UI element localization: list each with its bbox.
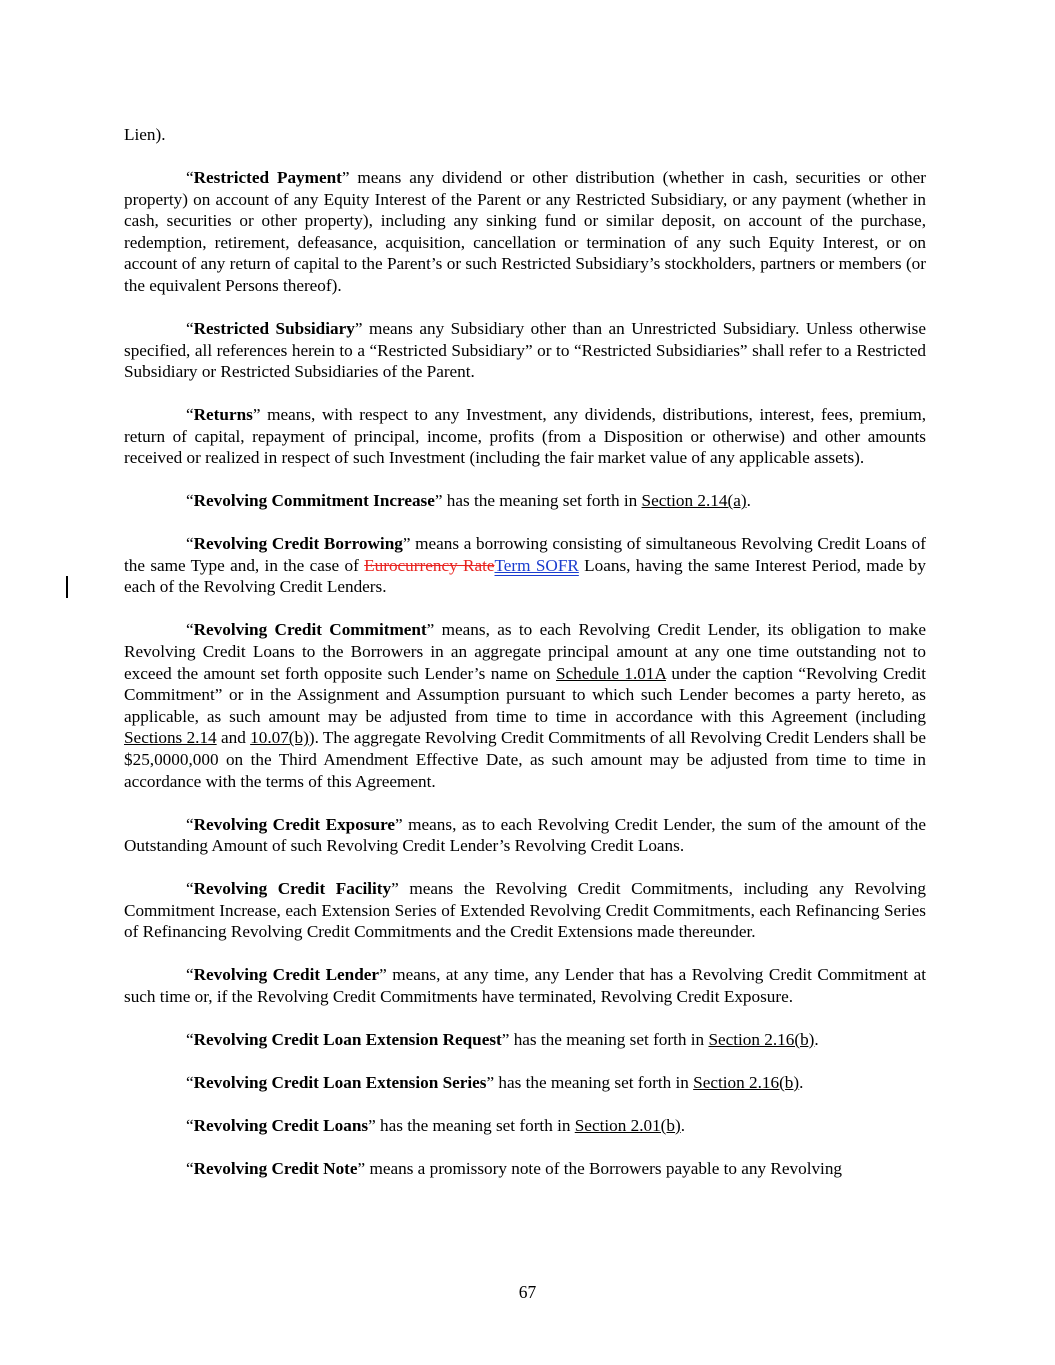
- definition-revolving-commitment-increase: “Revolving Commitment Increase” has the meaning set forth in Section 2.14(a).: [186, 491, 751, 511]
- section-reference: Section 2.01(b): [574, 1115, 681, 1135]
- section-reference: Sections 2.14: [124, 728, 217, 748]
- defined-term: Revolving Credit Loans: [193, 1115, 369, 1135]
- section-reference: Section 2.16(b): [693, 1072, 800, 1092]
- definition-revolving-credit-loan-extension-series: “Revolving Credit Loan Extension Series” has the meaning set forth in Section 2.16(b).: [186, 1072, 804, 1092]
- change-bar: [66, 576, 68, 598]
- definition-revolving-credit-borrowing: “Revolving Credit Borrowing” means a borrowing consisting of simultaneous Revolving Credit Loans of the same Type and, in the case of Eurocurrency RateTerm SOFR Loans, having the same Interest Period, made by each of the Revolving Credit Lenders.: [124, 534, 926, 597]
- page-number: 67: [518, 1282, 537, 1302]
- section-reference: Section 2.14(a): [641, 491, 747, 511]
- definition-returns: “Returns” means, with respect to any Investment, any dividends, distributions, interest, fees, premium, return of capital, repayment of principal, income, profits (from a Disposition or otherwise) and other amounts received or realized in respect of such Investment (including the fair market value of any applicable assets).: [124, 405, 926, 468]
- defined-term: Revolving Credit Commitment: [193, 620, 427, 640]
- definition-revolving-credit-exposure: “Revolving Credit Exposure” means, as to each Revolving Credit Lender, the sum of the amount of the Outstanding Amount of such Revolving Credit Lender’s Revolving Credit Loans.: [124, 814, 926, 856]
- defined-term: Revolving Credit Loan Extension Series: [193, 1072, 487, 1092]
- definition-revolving-credit-note: “Revolving Credit Note” means a promissory note of the Borrowers payable to any Revolving: [186, 1158, 843, 1178]
- section-reference: Section 2.16(b): [708, 1029, 815, 1049]
- defined-term: Restricted Payment: [193, 167, 342, 187]
- defined-term: Revolving Credit Borrowing: [193, 534, 403, 554]
- defined-term: Restricted Subsidiary: [193, 318, 355, 338]
- defined-term: Revolving Credit Lender: [193, 965, 380, 985]
- deleted-text: Eurocurrency Rate: [364, 555, 495, 575]
- section-reference: Schedule 1.01A: [555, 663, 666, 683]
- defined-term: Returns: [193, 405, 253, 425]
- defined-term: Revolving Credit Exposure: [193, 814, 396, 834]
- inserted-text: Term SOFR: [494, 555, 579, 575]
- definition-restricted-subsidiary: “Restricted Subsidiary” means any Subsidiary other than an Unrestricted Subsidiary. Unless otherwise specified, all references herein to a “Restricted Subsidiary” or to “Restricted Subsidiaries” shall refer to a Restricted Subsidiary or Restricted Subsidiaries of the Parent.: [124, 318, 926, 382]
- section-reference: 10.07(b): [250, 728, 309, 748]
- definition-revolving-credit-loan-extension-request: “Revolving Credit Loan Extension Request” has the meaning set forth in Section 2.16(b).: [186, 1029, 819, 1049]
- defined-term: Revolving Credit Loan Extension Request: [193, 1029, 502, 1049]
- definition-revolving-credit-lender: “Revolving Credit Lender” means, at any time, any Lender that has a Revolving Credit Commitment at such time or, if the Revolving Credit Commitments have terminated, Revolving Credit Exposure.: [124, 965, 926, 1006]
- defined-term: Revolving Credit Note: [193, 1158, 358, 1178]
- definition-restricted-payment: “Restricted Payment” means any dividend or other distribution (whether in cash, securities or other property) on account of any Equity Interest of the Parent or any Restricted Subsidiary, or any payment (whether in cash, securities or other property), including any sinking fund or similar deposit, on account of the purchase, redemption, retirement, defeasance, acquisition, cancellation or termination of any such Equity Interest, or on account of any return of capital to the Parent’s or such Restricted Subsidiary’s stockholders, partners or members (or the equivalent Persons thereof).: [124, 167, 927, 295]
- document-page: [124, 124, 926, 1201]
- definition-revolving-credit-facility: “Revolving Credit Facility” means the Revolving Credit Commitments, including any Revolving Commitment Increase, each Extension Series of Extended Revolving Credit Commitments, each Refinancing Series of Refinancing Revolving Credit Commitments and the Credit Extensions made thereunder.: [124, 879, 926, 942]
- continuation-text: Lien).: [124, 125, 166, 144]
- defined-term: Revolving Commitment Increase: [193, 491, 435, 511]
- definition-revolving-credit-loans: “Revolving Credit Loans” has the meaning set forth in Section 2.01(b).: [186, 1115, 686, 1135]
- definition-revolving-credit-commitment: “Revolving Credit Commitment” means, as to each Revolving Credit Lender, its obligation to make Revolving Credit Loans to the Borrowers in an aggregate principal amount at any one time outstanding not to exceed the amount set forth opposite such Lender’s name on Schedule 1.01A under the caption “Revolving Credit Commitment” or in the Assignment and Assumption pursuant to which such Lender becomes a party hereto, as applicable, as such amount may be adjusted from time to time in accordance with this Agreement (including Sections 2.14 and 10.07(b)). The aggregate Revolving Credit Commitments of all Revolving Credit Lenders shall be $25,0000,000 on the Third Amendment Effective Date, as such amount may be adjusted from time to time in accordance with the terms of this Agreement.: [124, 620, 927, 791]
- defined-term: Revolving Credit Facility: [193, 879, 392, 899]
